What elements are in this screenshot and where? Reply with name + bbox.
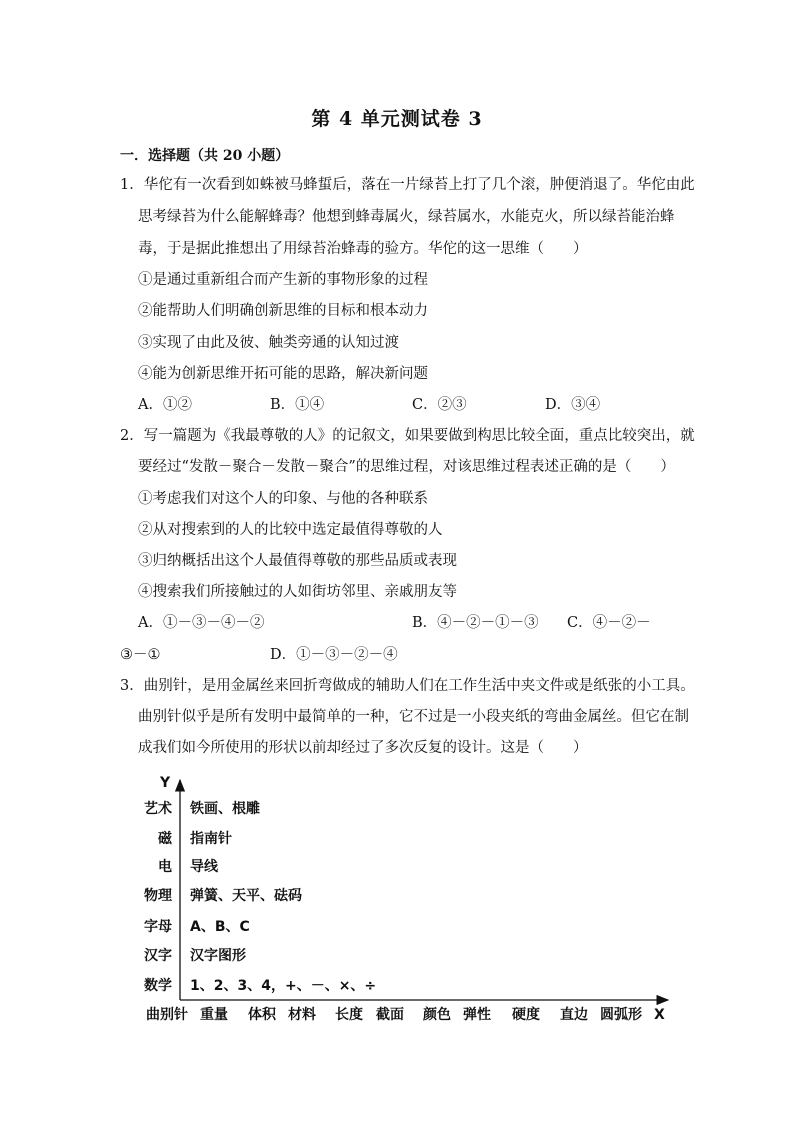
q1-option-a: A．①② <box>138 397 192 413</box>
q1-item-4: ④能为创新思维开拓可能的思路，解决新问题 <box>138 366 428 382</box>
y-category-label: 字母 <box>144 919 172 935</box>
q1-item-2: ②能帮助人们明确创新思维的目标和根本动力 <box>138 303 428 319</box>
x-category-label: 圆弧形 <box>600 1007 642 1023</box>
q2-option-c: C．④－②－ <box>567 615 651 631</box>
q3-line-2: 曲别针似乎是所有发明中最简单的一种，它不过是一小段夹纸的弯曲金属丝。但它在制 <box>138 709 689 725</box>
y-category-label: 汉字 <box>144 948 172 964</box>
x-category-label: 硬度 <box>512 1007 540 1023</box>
y-category-value: 弹簧、天平、砝码 <box>190 888 302 904</box>
q1-line-3: 毒，于是据此推想出了用绿苔治蜂毒的验方。华佗的这一思维（ ） <box>138 241 588 257</box>
x-category-label: 弹性 <box>463 1007 491 1023</box>
q1-option-b: B．①④ <box>270 397 325 413</box>
y-category-label: 物理 <box>144 888 172 904</box>
q1-line-2: 思考绿苔为什么能解蜂毒？他想到蜂毒属火，绿苔属水，水能克火，所以绿苔能治蜂 <box>138 209 675 225</box>
y-category-label: 数学 <box>144 978 172 994</box>
section-heading: 一．选择题（共 20 小题） <box>120 148 290 164</box>
y-category-label: 艺术 <box>144 801 172 817</box>
q1-item-3: ③实现了由此及彼、触类旁通的认知过渡 <box>138 335 399 351</box>
x-categories <box>200 1006 643 1023</box>
y-category-value: 指南针 <box>190 831 232 847</box>
q2-option-c-cont: ③－① <box>120 647 161 663</box>
q1-option-c: C．②③ <box>412 397 467 413</box>
x-category-label: 直边 <box>560 1007 588 1023</box>
x-category-label: 体积 <box>248 1007 276 1023</box>
x-category-label: 颜色 <box>423 1007 451 1023</box>
x-category-label: 长度 <box>335 1007 363 1023</box>
q2-option-d: D．①－③－②－④ <box>270 647 398 663</box>
q2-line-1: 2．写一篇题为《我最尊敬的人》的记叙文，如果要做到构思比较全面，重点比较突出，就 <box>120 428 695 444</box>
origin-label: 曲别针 <box>146 1007 188 1023</box>
q2-item-3: ③归纳概括出这个人最值得尊敬的那些品质或表现 <box>138 553 457 569</box>
q1-line-1: 1．华佗有一次看到如蛛被马蜂蜇后，落在一片绿苔上打了几个滚，肿便消退了。华佗由此 <box>120 177 695 193</box>
x-category-label: 截面 <box>376 1007 404 1023</box>
x-axis-label: X <box>654 1007 665 1023</box>
y-category-value: 导线 <box>190 859 218 875</box>
q3-line-1: 3．曲别针，是用金属丝来回折弯做成的辅助人们在工作生活中夹文件或是纸张的小工具。 <box>120 678 695 694</box>
q1-option-d: D．③④ <box>545 397 601 413</box>
y-category-value: 铁画、根雕 <box>190 801 260 817</box>
y-axis-label: Y <box>160 775 171 791</box>
q1-item-1: ①是通过重新组合而产生新的事物形象的过程 <box>138 272 428 288</box>
y-category-label: 电 <box>158 859 172 875</box>
q2-item-1: ①考虑我们对这个人的印象、与他的各种联系 <box>138 491 428 507</box>
y-category-label: 磁 <box>158 831 172 847</box>
y-category-value: A、B、C <box>190 919 250 935</box>
q2-option-a: A．①－③－④－② <box>138 615 265 631</box>
y-category-value: 1、2、3、4，+、－、×、÷ <box>190 978 377 994</box>
q2-line-2: 要经过“发散－聚合－发散－聚合”的思维过程，对该思维过程表述正确的是（ ） <box>138 459 675 475</box>
q2-item-4: ④搜索我们所接触过的人如街坊邻里、亲戚朋友等 <box>138 584 457 600</box>
y-categories <box>144 800 376 994</box>
q3-line-3: 成我们如今所使用的形状以前却经过了多次反复的设计。这是（ ） <box>138 740 588 756</box>
q2-item-2: ②从对搜索到的人的比较中选定最值得尊敬的人 <box>138 522 443 538</box>
x-category-label: 材料 <box>288 1007 316 1023</box>
page-title: 第 4 单元测试卷 3 <box>311 108 483 130</box>
y-category-value: 汉字图形 <box>190 948 246 964</box>
q2-option-b: B．④－②－①－③ <box>412 615 539 631</box>
x-category-label: 重量 <box>200 1007 228 1023</box>
